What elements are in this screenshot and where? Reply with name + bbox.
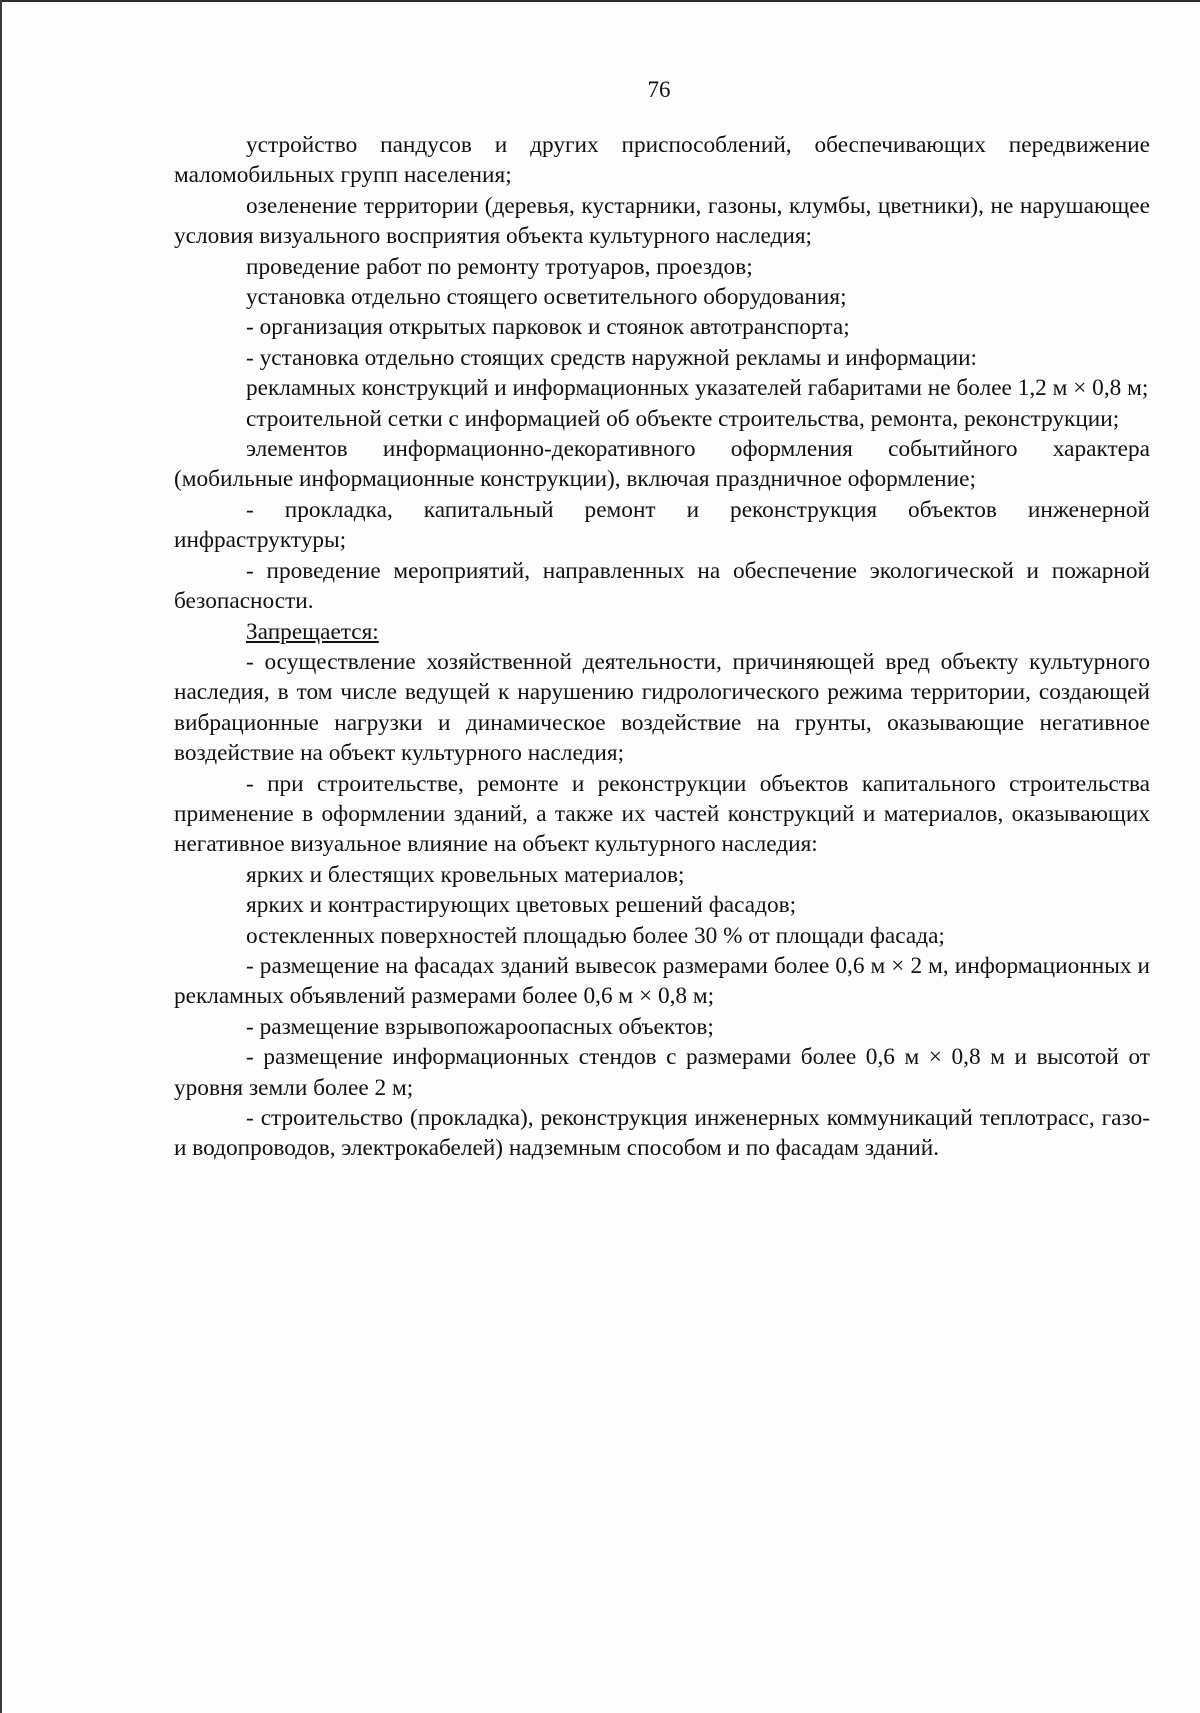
document-body	[174, 130, 1150, 1164]
paragraph-utilities: - строительство (прокладка), реконструкция инженерных коммуникаций теплотрасс, газо- и водопроводов, электрокабелей) надземным способом и по фасадам зданий.	[174, 1105, 1150, 1162]
paragraph-lighting: установка отдельно стоящего осветительного оборудования;	[246, 284, 847, 311]
paragraph-economic-activity: - осуществление хозяйственной деятельности, причиняющей вред объекту культурного наследия, в том числе ведущей к нарушению гидрологического режима территории, создающей вибрационные нагрузки и динамическое воздействие на грунты, оказывающие негативное воздействие на объект культурного наследия;	[174, 648, 1150, 767]
paragraph-infrastructure: - прокладка, капитальный ремонт и реконструкция объектов инженерной инфраструктуры;	[174, 496, 1150, 554]
paragraph-landscaping: озеленение территории (деревья, кустарники, газоны, клумбы, цветники), не нарушающее условия визуального восприятия объекта культурного наследия;	[174, 192, 1150, 250]
paragraph-roofing: ярких и блестящих кровельных материалов;	[246, 861, 685, 888]
paragraph-info-stands: - размещение информационных стендов с размерами более 0,6 м × 0,8 м и высотой от уровня земли более 2 м;	[174, 1044, 1150, 1101]
paragraph-advertising: - установка отдельно стоящих средств наружной рекламы и информации:	[246, 344, 978, 371]
paragraph-decorative-elements: элементов информационно-декоративного оформления событийного характера (мобильные информационные конструкции), включая праздничное оформление;	[174, 436, 1150, 493]
paragraph-facade-colors: ярких и контрастирующих цветовых решений фасадов;	[246, 892, 797, 919]
section-heading-prohibited	[174, 617, 1150, 647]
scan-edge-top	[0, 0, 1200, 2]
paragraph-ad-structures: рекламных конструкций и информационных указателей габаритами не более 1,2 м × 0,8 м;	[246, 375, 1149, 402]
paragraph-signage: - размещение на фасадах зданий вывесок размерами более 0,6 м × 2 м, информационных и рекламных объявлений размерами более 0,6 м × 0,8 м;	[174, 952, 1150, 1010]
page-number: 76	[647, 77, 671, 102]
paragraph-ramps: устройство пандусов и других приспособлений, обеспечивающих передвижение маломобильных групп населения;	[174, 132, 1150, 189]
paragraph-parking: - организация открытых парковок и стоянок автотранспорта;	[246, 314, 850, 341]
paragraph-construction-mesh: строительной сетки с информацией об объекте строительства, ремонта, реконструкции;	[246, 405, 1120, 432]
prohibited-label: Запрещается:	[246, 618, 379, 645]
paragraph-construction-materials: - при строительстве, ремонте и реконструкции объектов капитального строительства применение в оформлении зданий, а также их частей конструкций и материалов, оказывающих негативное визуальное влияние на объект культурного наследия:	[174, 770, 1150, 858]
paragraph-sidewalk-repair: проведение работ по ремонту тротуаров, проездов;	[246, 253, 753, 280]
paragraph-glazing: остекленных поверхностей площадью более 30 % от площади фасада;	[246, 922, 945, 949]
paragraph-explosive-objects: - размещение взрывопожароопасных объектов;	[246, 1013, 714, 1040]
scan-edge-left	[0, 0, 2, 1713]
paragraph-safety: - проведение мероприятий, направленных на обеспечение экологической и пожарной безопасности.	[174, 557, 1150, 615]
